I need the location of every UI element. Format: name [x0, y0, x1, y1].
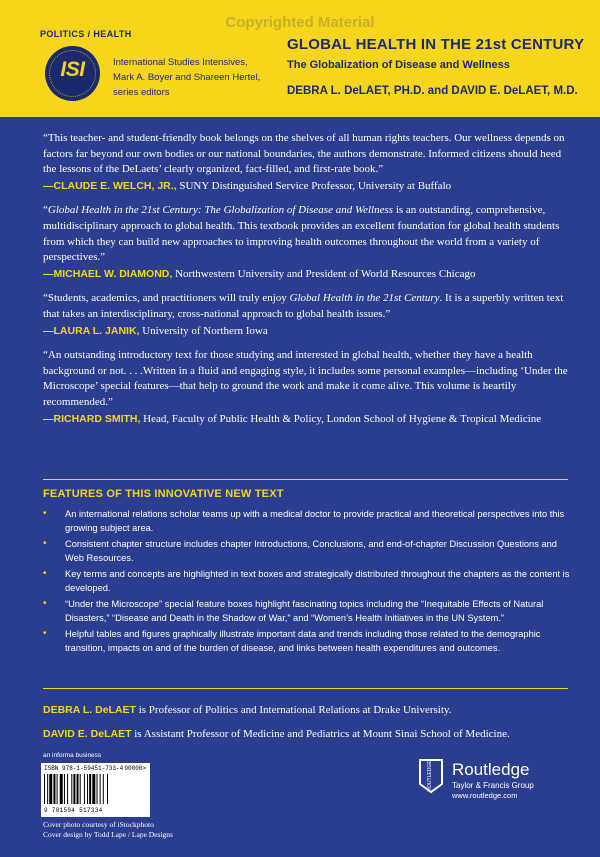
logo-text: ISI — [60, 58, 85, 81]
barcode-bar — [71, 774, 72, 804]
publisher-group: Taylor & Francis Group — [452, 781, 534, 790]
barcode-bar — [80, 774, 81, 804]
book-title-italic: Global Health in the 21st Century — [289, 292, 440, 305]
barcode-bar — [89, 774, 91, 804]
bio-text: is Professor of Politics and International Relations at Drake University. — [135, 704, 452, 716]
quote-text: . It is a superbly written text that takes an interdisciplinary, cross-national approach to global health issues.” — [43, 292, 564, 320]
author-bio — [43, 703, 571, 718]
barcode-bar — [92, 774, 95, 804]
design-credit: Cover design by Todd Lape / Lape Designs — [43, 830, 173, 839]
quote-text: “An outstanding introductory text for those studying and interested in global health, whether they have a health background or not. . . .Written in a fluid and engaging style, it includes some personal examples—including ‘Under the Microscope’ special features—that help to ground the work and make it come alive. This volume is heartily recommended.” — [43, 349, 568, 408]
feature-text: Key terms and concepts are highlighted in text boxes and strategically distributed throughout the chapters as the content is developed. — [65, 569, 570, 594]
feature-item — [43, 627, 571, 655]
barcode-bar — [84, 774, 85, 804]
bullet-icon: • — [43, 508, 47, 519]
endorser-affiliation: University of Northern Iowa — [139, 324, 268, 337]
logo-vertical-text: ROUTLEDGE — [427, 760, 433, 792]
category-label: POLITICS / HEALTH — [40, 29, 132, 39]
feature-item — [43, 507, 571, 535]
barcode — [41, 763, 150, 817]
barcode-bar — [64, 774, 65, 804]
book-title-italic: Global Health in the 21st Century: The Globalization of Disease and Wellness — [47, 204, 394, 217]
author-bio — [43, 727, 571, 742]
series-line: International Studies Intensives, — [113, 57, 248, 68]
copyright-watermark: Copyrighted Material — [225, 14, 375, 31]
series-line: Mark A. Boyer and Shareen Hertel, — [113, 72, 261, 83]
informa-label: an informa business — [43, 752, 102, 759]
photo-credit: Cover photo courtesy of iStockphoto — [43, 820, 154, 829]
series-line: series editors — [113, 87, 170, 98]
endorsement-attribution — [43, 267, 571, 283]
endorser-affiliation: SUNY Distinguished Service Professor, University at Buffalo — [176, 179, 452, 192]
barcode-bars-icon — [44, 774, 147, 806]
bio-name: DAVID E. DeLAET — [43, 728, 132, 740]
barcode-bar — [73, 774, 75, 804]
quote-text: “ — [43, 204, 48, 217]
endorsement-quote — [43, 348, 571, 410]
endorsement-attribution — [43, 324, 571, 340]
barcode-bar — [103, 774, 104, 804]
book-authors: DEBRA L. DeLAET, PH.D. and DAVID E. DeLAET, M.D. — [287, 85, 578, 97]
isbn: ISBN 978-1-59451-733-4 — [44, 765, 124, 772]
feature-item — [43, 597, 571, 625]
features-title: FEATURES OF THIS INNOVATIVE NEW TEXT — [43, 488, 284, 500]
quote-text: is an outstanding, comprehensive, multidisciplinary approach to global health. This textbook provides an excellent foundation for global health students from which they can build new approaches to improving health outcomes throughout the world from a variety of perspectives.” — [43, 204, 560, 264]
quote-text: “This teacher- and student-friendly book belongs on the shelves of all human rights teachers. Our wellness depends on factors far beyond our own bodies or our national boundaries, the authors demonstrate. Informed citizens should heed the lessons of the DeLaets’ clearly organized, fact-filled, and first-rate book.” — [43, 132, 565, 176]
endorsement — [43, 131, 571, 194]
barcode-bar — [57, 774, 58, 804]
endorser-affiliation: Head, Faculty of Public Health & Policy, London School of Hygiene & Tropical Medicine — [140, 412, 542, 425]
isi-logo-icon — [45, 46, 100, 101]
barcode-bar — [87, 774, 88, 804]
barcode-bar — [77, 774, 79, 804]
barcode-bar — [53, 774, 55, 804]
endorsement-quote — [43, 131, 571, 178]
divider — [43, 688, 568, 689]
bio-name: DEBRA L. DeLAET — [43, 704, 136, 716]
barcode-digits: 9 781594 517334 — [44, 807, 103, 814]
routledge-logo-icon — [417, 758, 445, 794]
feature-text: An international relations scholar teams up with a medical doctor to provide practical and theoretical perspectives into this growing subject area. — [65, 509, 565, 534]
endorsement-attribution — [43, 412, 571, 428]
bullet-icon: • — [43, 568, 47, 579]
book-title: GLOBAL HEALTH IN THE 21st CENTURY — [287, 36, 585, 53]
bullet-icon: • — [43, 598, 47, 609]
endorser-name: —LAURA L. JANIK, — [43, 324, 140, 337]
barcode-bar — [100, 774, 101, 804]
barcode-bar — [49, 774, 52, 804]
header-band — [0, 0, 600, 117]
feature-text: Consistent chapter structure includes chapter Introductions, Conclusions, and end-of-chapter Discussion Questions and Web Resources. — [65, 539, 557, 564]
endorsement — [43, 291, 571, 339]
feature-text: Helpful tables and figures graphically illustrate important data and trends including those related to the demographic transition, impacts on and of the burden of disease, and links between health expenditures and outcomes. — [65, 629, 541, 654]
endorsement-attribution — [43, 179, 571, 195]
divider — [43, 479, 568, 480]
endorser-affiliation: Northwestern University and President of World Resources Chicago — [172, 267, 476, 280]
bullet-icon: • — [43, 538, 47, 549]
publisher-url: www.routledge.com — [452, 791, 518, 800]
barcode-bar — [60, 774, 63, 804]
bio-text: is Assistant Professor of Medicine and Pediatrics at Mount Sinai School of Medicine. — [131, 728, 510, 740]
endorsement — [43, 348, 571, 427]
bullet-icon: • — [43, 628, 47, 639]
quote-text: “Students, academics, and practitioners will truly enjoy — [43, 292, 290, 305]
endorsement — [43, 203, 571, 282]
endorsement-quote — [43, 203, 571, 265]
series-editors — [113, 55, 293, 100]
book-subtitle: The Globalization of Disease and Wellness — [287, 59, 510, 71]
endorser-name: —CLAUDE E. WELCH, JR., — [43, 179, 177, 192]
endorsements — [43, 131, 571, 427]
endorser-name: —RICHARD SMITH, — [43, 412, 141, 425]
price-code: 90000> — [124, 765, 146, 772]
barcode-bar — [107, 774, 108, 804]
features-list — [43, 507, 571, 657]
feature-item — [43, 537, 571, 565]
endorser-name: —MICHAEL W. DIAMOND, — [43, 267, 173, 280]
endorsement-quote — [43, 291, 571, 322]
barcode-bar — [44, 774, 45, 804]
barcode-bar — [47, 774, 48, 804]
barcode-bar — [67, 774, 68, 804]
publisher-name: Routledge — [452, 760, 530, 779]
barcode-bar — [97, 774, 98, 804]
feature-text: “Under the Microscope” special feature boxes highlight fascinating topics including the “Inequitable Effects of Natural Disasters,” “Disease and Death in the Shadow of War,” and “Women’s Health Initiatives in the UN System.” — [65, 599, 544, 624]
feature-item — [43, 567, 571, 595]
